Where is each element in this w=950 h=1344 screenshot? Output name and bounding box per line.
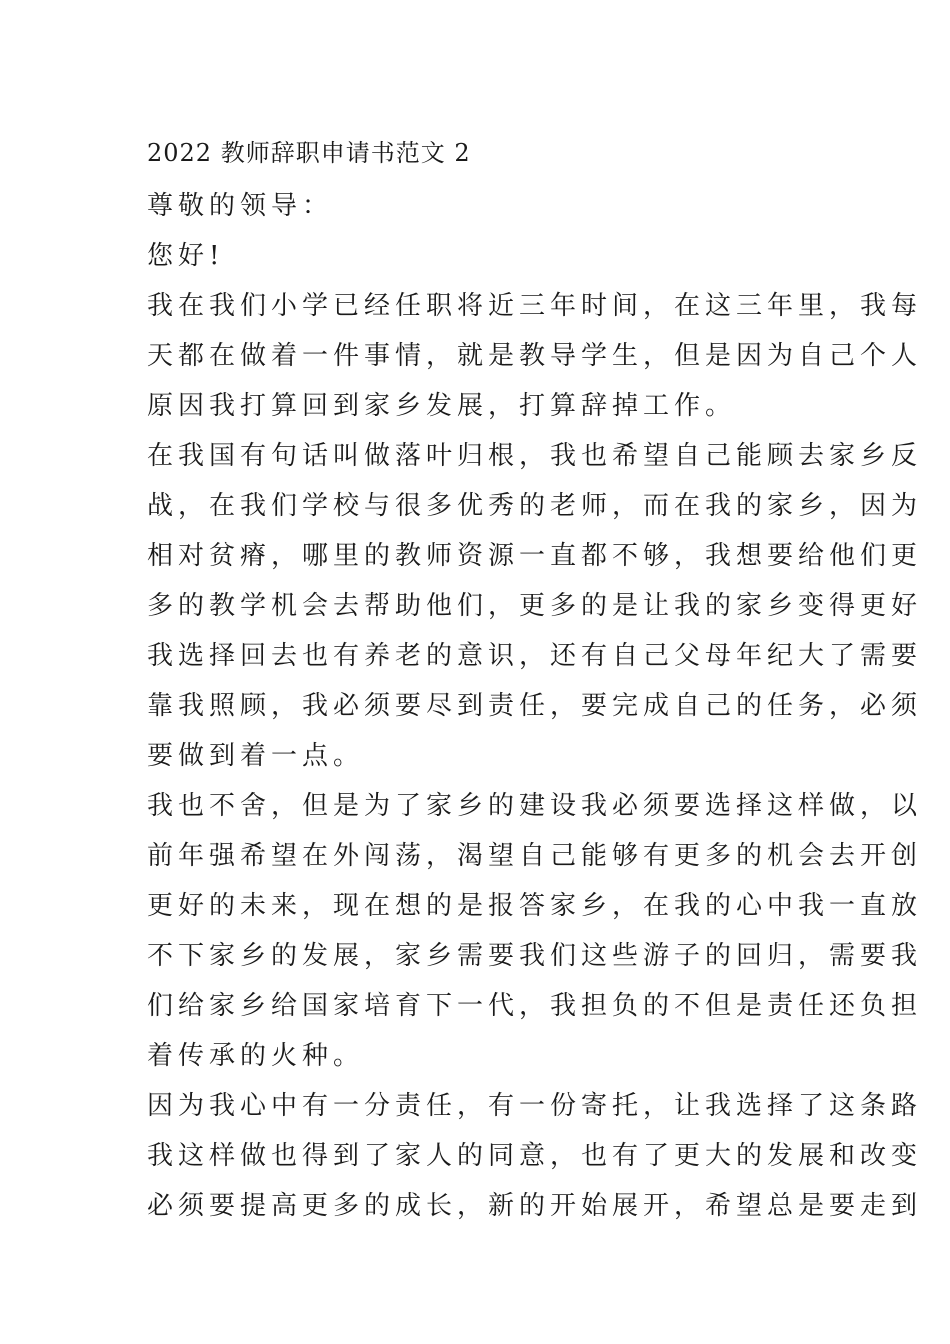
- greeting: 您好!: [147, 241, 225, 271]
- paragraph-line: 必须要提高更多的成长，新的开始展开，希望总是要走到: [147, 1191, 923, 1221]
- paragraph-line: 不下家乡的发展，家乡需要我们这些游子的回归，需要我: [147, 941, 923, 971]
- paragraph-line: 原因我打算回到家乡发展，打算辞掉工作。: [147, 391, 737, 421]
- paragraph-line: 战，在我们学校与很多优秀的老师，而在我的家乡，因为: [147, 491, 923, 521]
- paragraph-line: 多的教学机会去帮助他们，更多的是让我的家乡变得更好: [147, 591, 923, 621]
- document-body: [147, 133, 923, 1231]
- paragraph-line: 在我国有句话叫做落叶归根，我也希望自己能顾去家乡反: [147, 441, 923, 471]
- paragraph-line: 我在我们小学已经任职将近三年时间，在这三年里，我每: [147, 291, 923, 321]
- paragraph-line: 天都在做着一件事情，就是教导学生，但是因为自己个人: [147, 341, 923, 371]
- paragraph-line: 们给家乡给国家培育下一代，我担负的不但是责任还负担: [147, 991, 923, 1021]
- paragraph-2: [147, 431, 923, 781]
- paragraph-line: 相对贫瘠，哪里的教师资源一直都不够，我想要给他们更: [147, 541, 923, 571]
- salutation: 尊敬的领导：: [147, 191, 334, 221]
- document-title: 2022 教师辞职申请书范文 2: [147, 139, 471, 167]
- paragraph-4: [147, 1081, 923, 1231]
- paragraph-line: 我也不舍，但是为了家乡的建设我必须要选择这样做，以: [147, 791, 923, 821]
- paragraph-line: 我这样做也得到了家人的同意，也有了更大的发展和改变: [147, 1141, 923, 1171]
- paragraph-1: [147, 281, 923, 431]
- paragraph-line: 我选择回去也有养老的意识，还有自己父母年纪大了需要: [147, 641, 923, 671]
- paragraph-3: [147, 781, 923, 1081]
- paragraph-line: 靠我照顾，我必须要尽到责任，要完成自己的任务，必须: [147, 691, 923, 721]
- paragraph-line: 因为我心中有一分责任，有一份寄托，让我选择了这条路: [147, 1091, 923, 1121]
- paragraph-line: 更好的未来，现在想的是报答家乡，在我的心中我一直放: [147, 891, 923, 921]
- paragraph-line: 前年强希望在外闯荡，渴望自己能够有更多的机会去开创: [147, 841, 923, 871]
- paragraph-line: 要做到着一点。: [147, 741, 365, 771]
- paragraph-line: 着传承的火种。: [147, 1041, 365, 1071]
